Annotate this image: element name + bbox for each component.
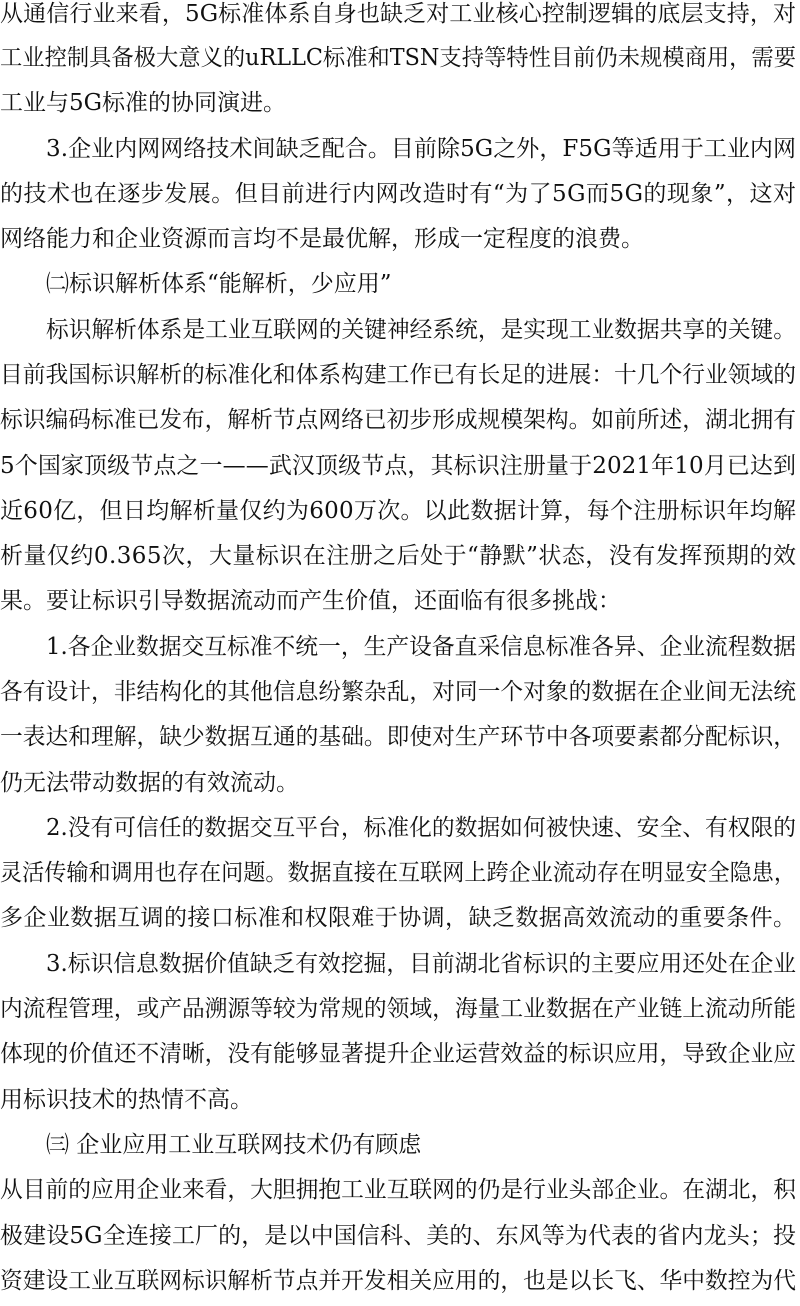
text-line: 各有设计，非结构化的其他信息纷繁杂乱，对同一个对象的数据在企业间无法统 bbox=[0, 679, 796, 705]
text-line: 用标识技术的热情不高。 bbox=[0, 1087, 253, 1113]
text-line: 1.各企业数据交互标准不统一，生产设备直采信息标准各异、企业流程数据 bbox=[46, 634, 796, 660]
text-line: 从目前的应用企业来看，大胆拥抱工业互联网的仍是行业头部企业。在湖北，积 bbox=[0, 1177, 796, 1203]
text-line: 3.标识信息数据价值缺乏有效挖掘，目前湖北省标识的主要应用还处在企业 bbox=[46, 951, 796, 977]
section-heading: ㈡标识解析体系“能解析，少应用” bbox=[46, 271, 392, 297]
text-line: 一表达和理解，缺少数据互通的基础。即使对生产环节中各项要素都分配标识， bbox=[0, 724, 796, 750]
text-line: 从通信行业来看，5G标准体系自身也缺乏对工业核心控制逻辑的底层支持，对 bbox=[0, 1, 797, 27]
text-line: 灵活传输和调用也存在问题。数据直接在互联网上跨企业流动存在明显安全隐患， bbox=[0, 860, 796, 886]
text-line: 内流程管理，或产品溯源等较为常规的领域，海量工业数据在产业链上流动所能 bbox=[0, 996, 796, 1022]
text-line: 网络能力和企业资源而言均不是最优解，形成一定程度的浪费。 bbox=[0, 226, 644, 252]
text-line: 标识编码标准已发布，解析节点网络已初步形成规模架构。如前所述，湖北拥有 bbox=[0, 407, 796, 433]
text-line: 近60亿，但日均解析量仅约为600万次。以此数据计算，每个注册标识年均解 bbox=[0, 498, 797, 524]
text-line: 果。要让标识引导数据流动而产生价值，还面临有很多挑战： bbox=[0, 588, 621, 614]
text-line: 3.企业内网网络技术间缺乏配合。目前除5G之外，F5G等适用于工业内网 bbox=[46, 136, 797, 162]
section-heading: ㈢ 企业应用工业互联网技术仍有顾虑 bbox=[46, 1132, 422, 1158]
text-line: 5个国家顶级节点之一——武汉顶级节点，其标识注册量于2021年10月已达到 bbox=[0, 453, 797, 479]
text-line: 资建设工业互联网标识解析节点并开发相关应用的，也是以长飞、华中数控为代 bbox=[0, 1268, 796, 1294]
text-line: 体现的价值还不清晰，没有能够显著提升企业运营效益的标识应用，导致企业应 bbox=[0, 1041, 796, 1067]
text-line: 极建设5G全连接工厂的，是以中国信科、美的、东风等为代表的省内龙头；投 bbox=[0, 1223, 797, 1249]
text-line: 工业与5G标准的协同演进。 bbox=[0, 90, 287, 116]
text-line: 析量仅约0.365次，大量标识在注册之后处于“静默”状态，没有发挥预期的效 bbox=[0, 543, 797, 569]
text-line: 的技术也在逐步发展。但目前进行内网改造时有“为了5G而5G的现象”，这对 bbox=[0, 181, 797, 207]
text-line: 标识解析体系是工业互联网的关键神经系统，是实现工业数据共享的关键。 bbox=[46, 317, 796, 343]
text-line: 2.没有可信任的数据交互平台，标准化的数据如何被快速、安全、有权限的 bbox=[46, 815, 796, 841]
text-line: 工业控制具备极大意义的uRLLC标准和TSN支持等特性目前仍未规模商用，需要 bbox=[0, 45, 796, 71]
text-line: 目前我国标识解析的标准化和体系构建工作已有长足的进展：十几个行业领域的 bbox=[0, 362, 796, 388]
text-line: 多企业数据互调的接口标准和权限难于协调，缺乏数据高效流动的重要条件。 bbox=[0, 905, 797, 931]
text-line: 仍无法带动数据的有效流动。 bbox=[0, 770, 299, 796]
